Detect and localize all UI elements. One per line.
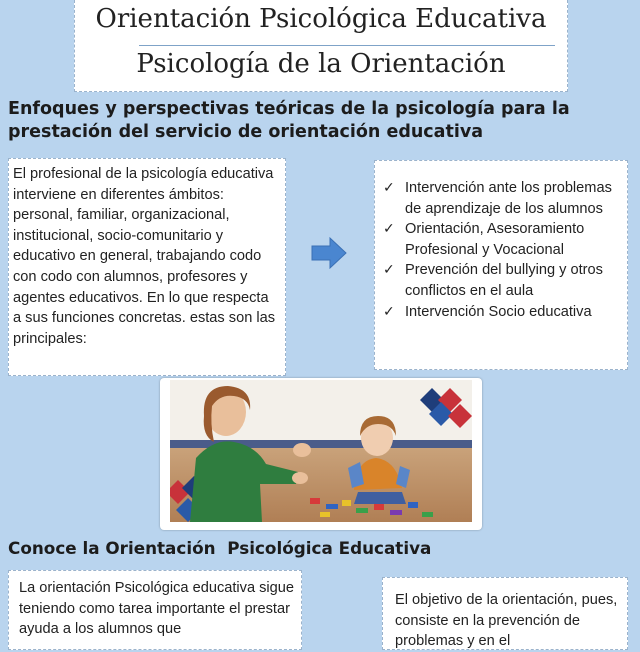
intro-text: El profesional de la psicología educativa interviene en diferentes ámbitos: personal, familiar, organizacional, institucional, socio-comunitario y educativo en general, trabajando codo con codo con alumnos, profesores y agentes educativos. En lo que respecta a sus funciones concretas. estas son las principales: (13, 166, 276, 347)
teacher-child-photo (170, 380, 472, 522)
list-item (383, 260, 619, 301)
section-heading-enfoques: Enfoques y perspectivas teóricas de la psicología para la prestación del servicio de orientación educativa (8, 99, 570, 142)
title-divider (139, 45, 555, 46)
functions-list (383, 178, 619, 322)
orientation-goal-text: El objetivo de la orientación, pues, consiste en la prevención de problemas y en el (395, 592, 618, 650)
function-label: Intervención Socio educativa (405, 303, 592, 320)
orientation-task-text: La orientación Psicológica educativa sigue teniendo como tarea importante el prestar ayuda a los alumnos que (19, 580, 295, 638)
right-arrow-icon (311, 236, 347, 270)
intro-text-box (8, 158, 286, 376)
functions-box (374, 160, 628, 370)
page-title: Orientación Psicológica Educativa (95, 4, 547, 34)
orientation-goal-box (382, 577, 628, 650)
function-label: Intervención ante los problemas de aprendizaje de los alumnos (405, 180, 612, 217)
page-subtitle: Psicología de la Orientación (136, 49, 506, 79)
function-label: Prevención del bullying y otros conflictos en el aula (405, 262, 603, 299)
list-item (383, 178, 619, 219)
section-heading-conoce: Conoce la Orientación Psicológica Educativa (8, 538, 432, 558)
check-icon: ✓ (383, 262, 395, 279)
list-item (383, 219, 619, 260)
orientation-task-box (8, 570, 302, 650)
title-box (74, 0, 568, 92)
function-label: Orientación, Asesoramiento Profesional y Vocacional (405, 221, 585, 258)
check-icon: ✓ (383, 303, 395, 320)
check-icon: ✓ (383, 221, 395, 238)
list-item (383, 302, 619, 323)
check-icon: ✓ (383, 180, 395, 196)
